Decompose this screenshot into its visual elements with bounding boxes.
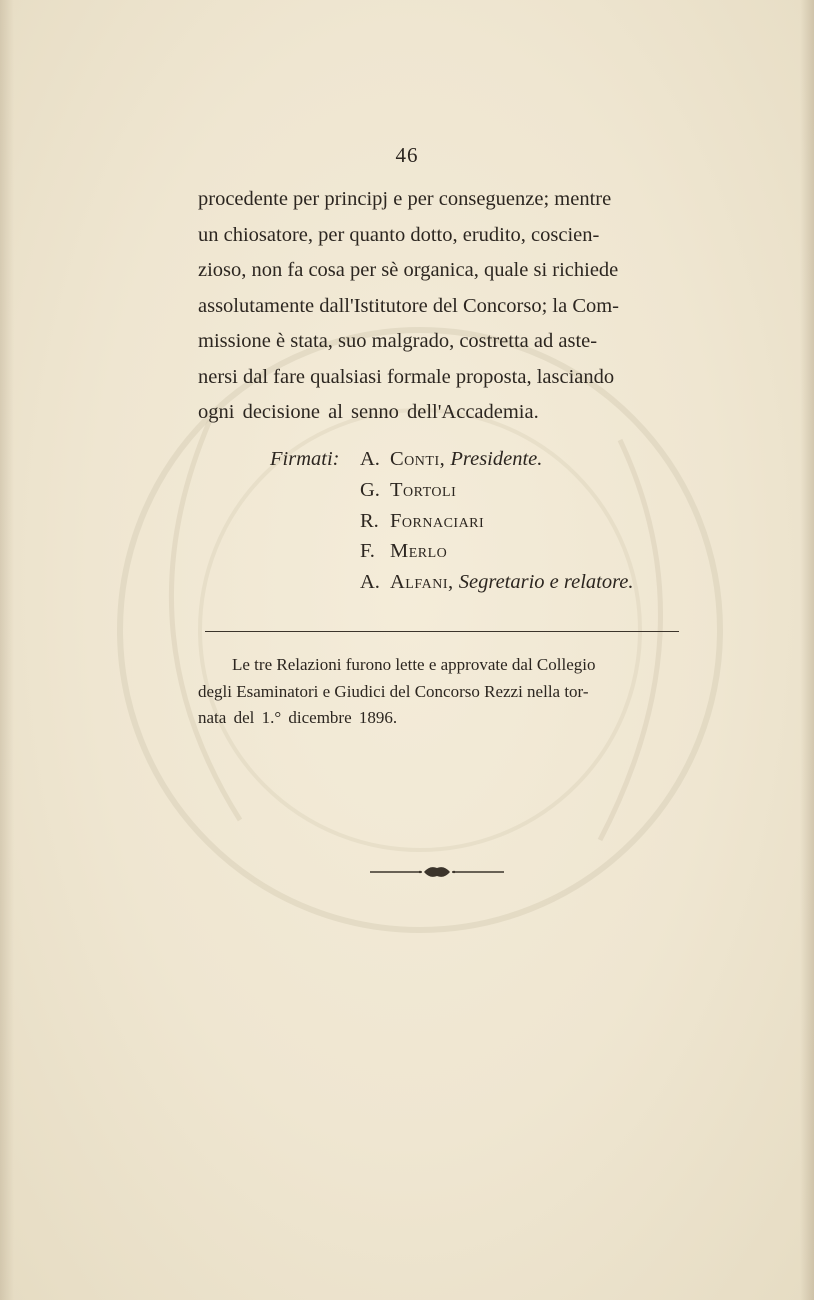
signature-row: [270, 536, 690, 567]
signer-initial: F.: [360, 540, 375, 563]
signature-row: [270, 444, 690, 475]
signer-name: Conti,: [390, 448, 446, 470]
body-line: missione è stata, suo malgrado, costretta ad aste-: [198, 330, 598, 352]
signer-initial: G.: [360, 478, 380, 501]
decorative-tailpiece-icon: [370, 862, 504, 882]
signature-row: [270, 475, 690, 506]
signer-name: Fornaciari: [390, 509, 485, 532]
right-page-edge: [800, 0, 814, 1300]
body-line: nersi dal fare qualsiasi formale proposta, lasciando: [198, 365, 615, 388]
footnote-line: degli Esaminatori e Giudici del Concorso Rezzi nella tor-: [198, 681, 589, 701]
body-line: assolutamente dall'Istitutore del Concorso; la Com-: [198, 294, 620, 317]
body-paragraph: [198, 182, 684, 431]
signature-row: [270, 567, 690, 598]
signer-name: Tortoli: [390, 478, 457, 501]
signer-role: Presidente.: [450, 448, 543, 470]
signer-role: Segretario e relatore.: [458, 571, 634, 594]
body-line: zioso, non fa cosa per sè organica, quale si richiede: [198, 259, 619, 281]
footnote-line: Le tre Relazioni furono lette e approvate dal Collegio: [232, 655, 596, 674]
signer-name: Merlo: [390, 540, 448, 563]
signer-initial: A.: [360, 448, 380, 470]
body-line: procedente per principj e per conseguenze; mentre: [198, 188, 612, 210]
signature-block: [270, 444, 690, 598]
left-page-edge: [0, 0, 14, 1300]
body-line: ogni decisione al senno dell'Accademia.: [198, 401, 539, 423]
body-line: un chiosatore, per quanto dotto, erudito, coscien-: [198, 223, 600, 246]
page-number: 46: [395, 143, 419, 167]
signature-row: [270, 506, 690, 537]
footnote: [198, 652, 682, 732]
signer-initial: A.: [360, 571, 380, 594]
footnote-line: nata del 1.° dicembre 1896.: [198, 708, 398, 727]
signer-name: Alfani,: [390, 571, 454, 594]
footnote-divider: [205, 631, 679, 632]
signed-label: Firmati:: [270, 448, 340, 470]
signer-initial: R.: [360, 509, 379, 532]
